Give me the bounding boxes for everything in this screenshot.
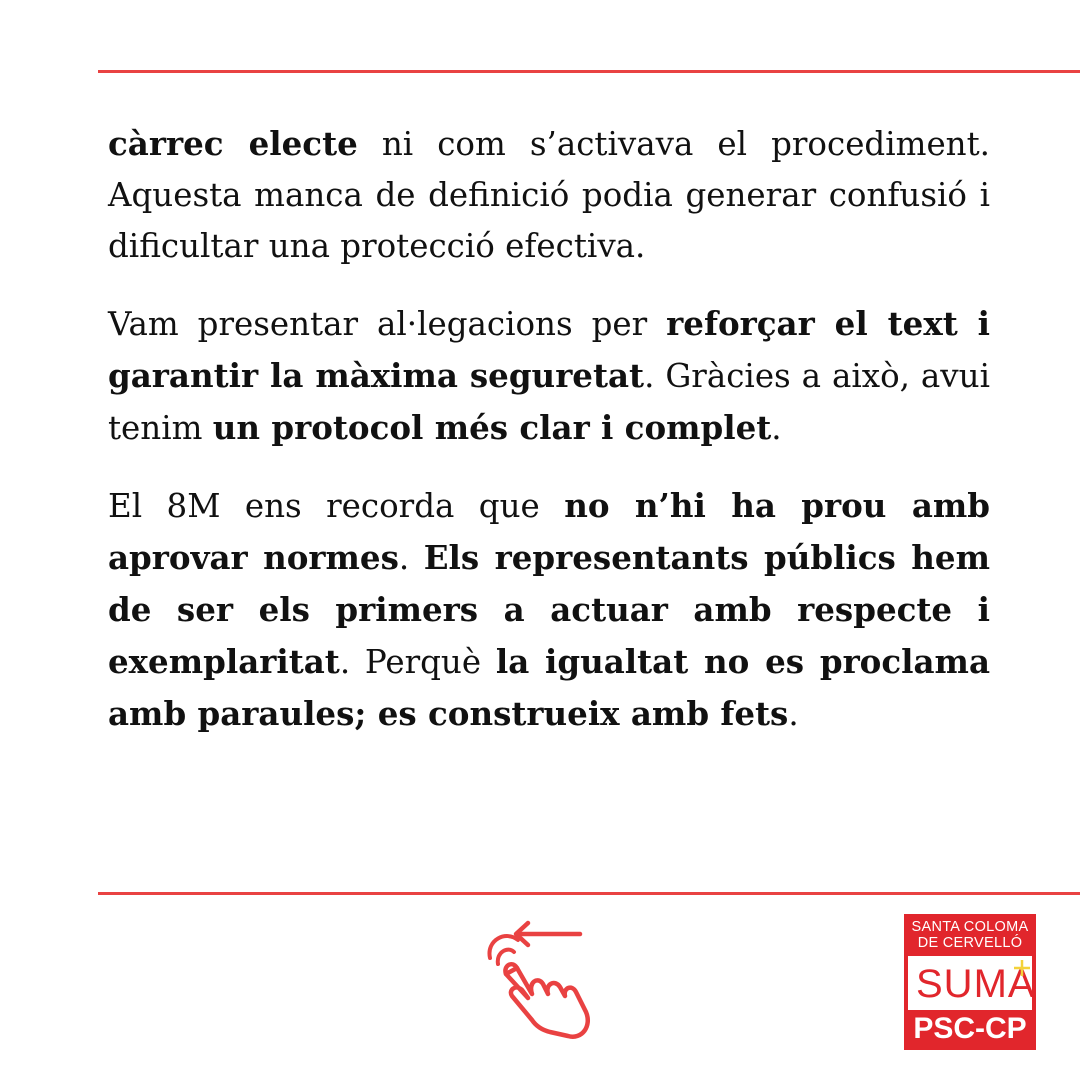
text-run-1-2: ni com s’activava el procediment. Aquesta manca de definició podia generar confusió i dificultar una protecció efectiva.: [108, 125, 990, 265]
psc-cp-logo: [904, 914, 1036, 1050]
text-run-3-7: .: [788, 695, 799, 733]
logo-location-line-2: DE CERVELLÓ: [917, 935, 1023, 951]
bold-run-3-2: no n’hi ha prou amb aprovar normes: [108, 486, 990, 577]
text-run-2-3: . Gràcies a això, avui tenim: [108, 357, 990, 447]
paragraph-3: [108, 480, 990, 740]
text-run-2-1: Vam presentar al·legacions per: [108, 305, 667, 343]
swipe-svg: [476, 916, 600, 1042]
bold-run-2-4: un protocol més clar i complet: [212, 408, 772, 447]
body-text: [108, 118, 990, 766]
logo-suma-text: SUMA: [916, 962, 1036, 1006]
text-run-2-5: .: [771, 409, 782, 447]
logo-plus-icon: [1012, 958, 1032, 978]
bold-run-3-6: la igualtat no es proclama amb paraules; es construeix amb fets: [108, 642, 991, 733]
bold-run-3-4: Els representants públics hem de ser els primers a actuar amb respecte i exemplaritat: [108, 538, 990, 681]
swipe-left-hand-icon: [476, 916, 600, 1042]
text-run-3-1: El 8M ens recorda que: [108, 487, 565, 525]
paragraph-2: [108, 298, 990, 454]
top-divider: [98, 70, 1080, 73]
text-run-3-3: .: [398, 539, 424, 577]
logo-party-name: PSC-CP: [913, 1012, 1027, 1045]
logo-suma-panel: [908, 956, 1036, 1010]
bottom-divider: [98, 892, 1080, 895]
logo-location: [904, 914, 1036, 956]
bold-run-2-2: reforçar el text i garantir la màxima seguretat: [108, 304, 990, 395]
text-run-3-5: . Perquè: [339, 643, 496, 681]
logo-location-line-1: SANTA COLOMA: [911, 919, 1029, 935]
bold-run-1-1: càrrec electe: [108, 124, 358, 163]
paragraph-1: [108, 118, 990, 272]
